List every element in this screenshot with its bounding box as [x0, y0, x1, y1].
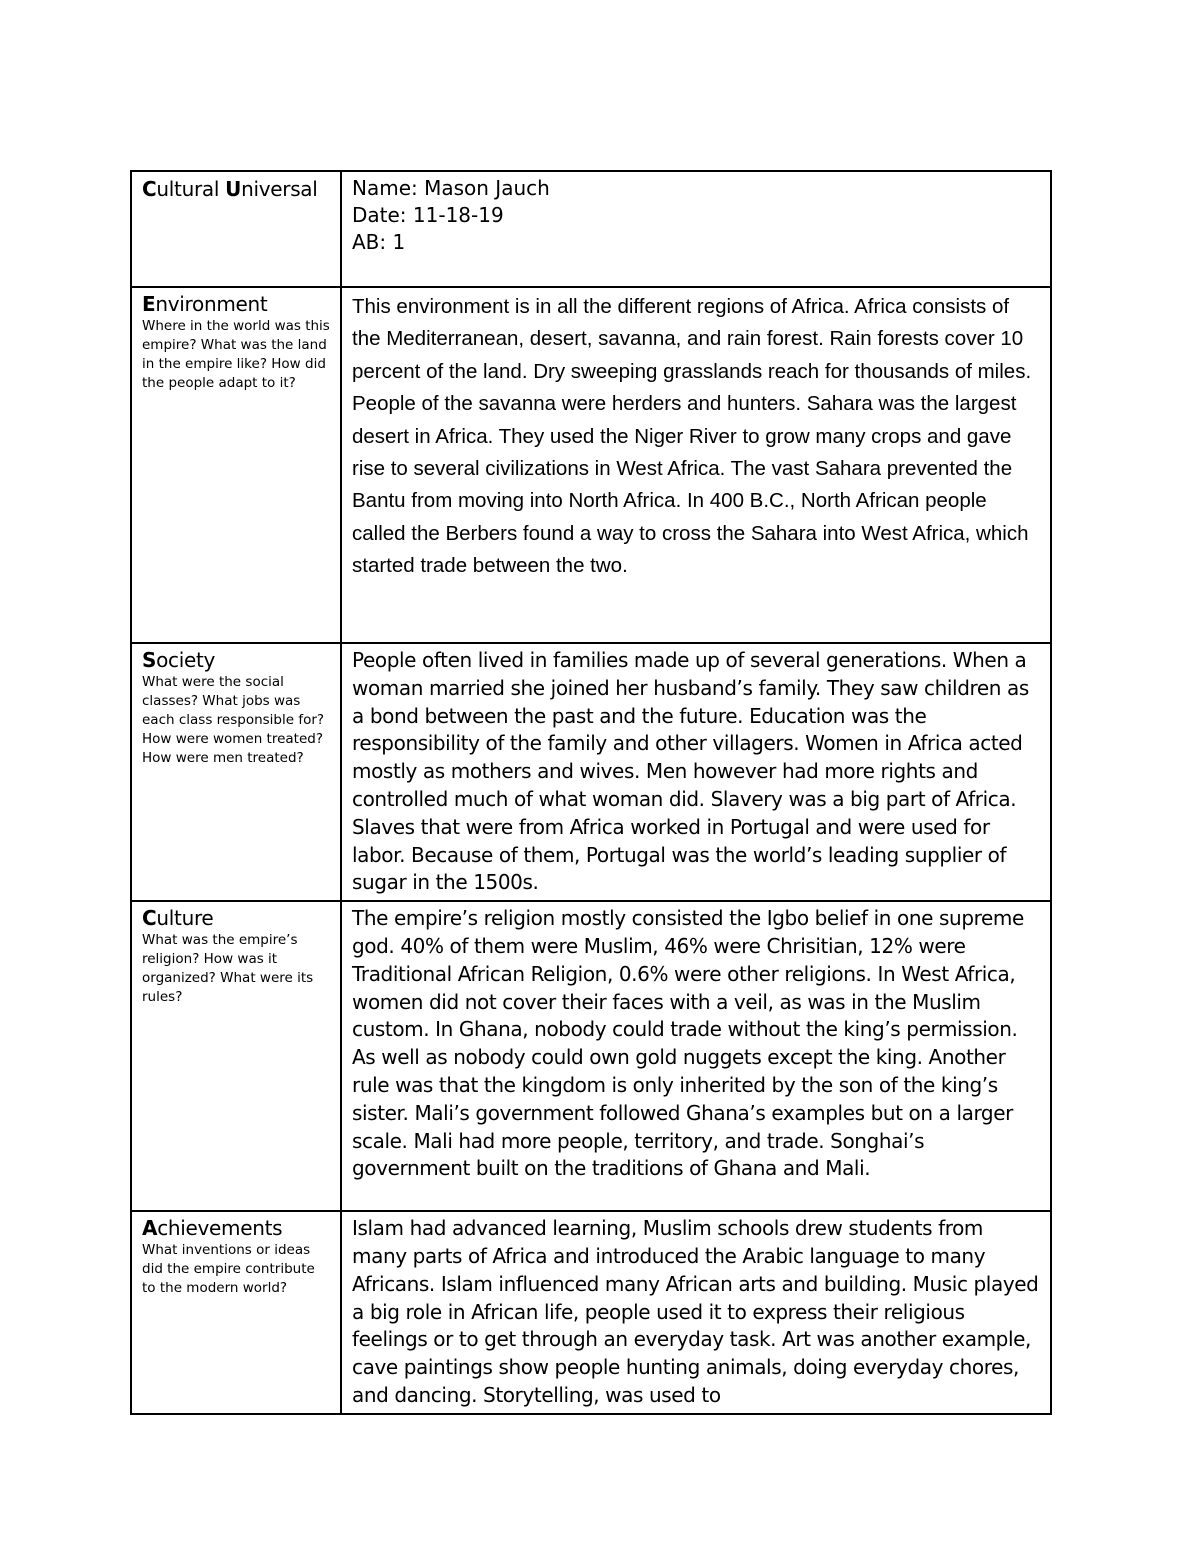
achievements-label-cell [131, 1211, 341, 1414]
class-block: AB: 1 [352, 230, 406, 254]
header-label-cell [131, 171, 341, 287]
environment-prompt: Where in the world was this empire? What was the land in the empire like? How did the people adapt to it? [142, 318, 330, 391]
society-title: Society [142, 648, 216, 672]
achievements-row [131, 1211, 1051, 1414]
header-row [131, 171, 1051, 287]
achievements-title: Achievements [142, 1216, 283, 1241]
culture-label-cell [131, 901, 341, 1211]
header-label: Cultural Universal [142, 177, 318, 201]
culture-row [131, 901, 1051, 1211]
environment-title: Environment [142, 292, 268, 316]
society-answer: People often lived in families made up of several generations. When a woman married she joined her husband’s family. They saw children as a bond between the past and the future. Education was the responsibility of the family and other villagers. Women in Africa acted mostly as mothers and wives. Men however had more rights and controlled much of what woman did. Slavery was a big part of Africa. Slaves that were from Africa worked in Portugal and were used for labor. Because of them, Portugal was the world’s leading supplier of sugar in the 1500s. [352, 648, 1029, 895]
culture-prompt: What was the empire’s religion? How was it organized? What were its rules? [142, 932, 314, 1006]
cultural-universal-table [130, 170, 1052, 1415]
environment-row [131, 287, 1051, 643]
assignment-date: Date: 11-18-19 [352, 203, 504, 227]
society-answer-cell [341, 643, 1051, 901]
culture-answer: The empire’s religion mostly consisted the Igbo belief in one supreme god. 40% of them were Muslim, 46% were Chrisitian, 12% were Traditional African Religion, 0.6% were other religions. In West Africa, women did not cover their faces with a veil, as was in the Muslim custom. In Ghana, nobody could trade without the king’s permission. As well as nobody could own gold nuggets except the king. Another rule was that the kingdom is only inherited by the son of the king’s sister. Mali’s government followed Ghana’s examples but on a larger scale. Mali had more people, territory, and trade. Songhai’s government built on the traditions of Ghana and Mali. [352, 906, 1024, 1181]
society-prompt: What were the social classes? What jobs was each class responsible for? How were women treated? How were men treated? [142, 674, 325, 766]
environment-label-cell [131, 287, 341, 643]
student-name: Name: Mason Jauch [352, 176, 550, 200]
society-row [131, 643, 1051, 901]
achievements-prompt: What inventions or ideas did the empire contribute to the modern world? [142, 1242, 315, 1297]
student-info-cell [341, 171, 1051, 287]
environment-answer: This environment is in all the different regions of Africa. Africa consists of the Mediterranean, desert, savanna, and rain forest. Rain forests cover 10 percent of the land. Dry sweeping grasslands reach for thousands of miles. People of the savanna were herders and hunters. Sahara was the largest desert in Africa. They used the Niger River to grow many crops and gave rise to several civilizations in West Africa. The vast Sahara prevented the Bantu from moving into North Africa. In 400 B.C., North African people called the Berbers found a way to cross the Sahara into West Africa, which started trade between the two. [352, 295, 1032, 578]
environment-answer-cell [341, 287, 1051, 643]
society-label-cell [131, 643, 341, 901]
achievements-answer: Islam had advanced learning, Muslim schools drew students from many parts of Africa and introduced the Arabic language to many Africans. Islam influenced many African arts and building. Music played a big role in African life, people used it to express their religious feelings or to get through an everyday task. Art was another example, cave paintings show people hunting animals, doing everyday chores, and dancing. Storytelling, was used to [352, 1216, 1039, 1407]
culture-answer-cell [341, 901, 1051, 1211]
achievements-answer-cell [341, 1211, 1051, 1414]
culture-title: Culture [142, 906, 214, 931]
